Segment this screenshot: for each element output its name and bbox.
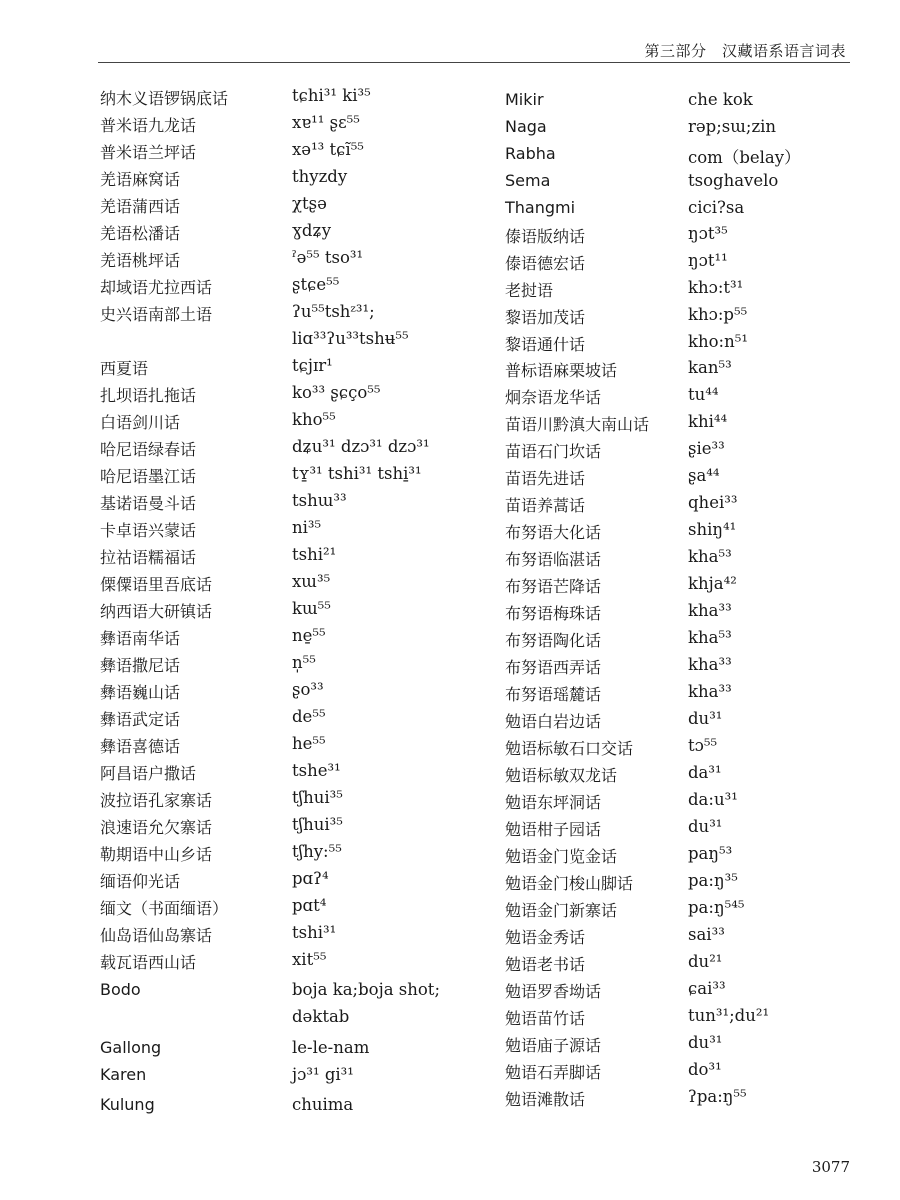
word-entry [505, 198, 900, 222]
language-name: 羌语蒲西话 [100, 197, 181, 216]
language-name: Mikir [505, 90, 544, 109]
word-form: ʂie³³ [688, 439, 725, 458]
word-form: ʂa⁴⁴ [688, 466, 720, 485]
language-name: Naga [505, 117, 547, 136]
language-name: 勉语苗竹话 [505, 1009, 586, 1028]
language-name: 布努语大化话 [505, 523, 602, 542]
language-name: 载瓦语西山话 [100, 953, 197, 972]
word-entry [505, 682, 900, 706]
language-name: 布努语芒降话 [505, 577, 602, 596]
word-form: kha³³ [688, 601, 732, 620]
word-form: tʃhui³⁵ [292, 815, 343, 834]
language-name: 彝语武定话 [100, 710, 181, 729]
word-entry [505, 358, 900, 382]
language-name: 勉语罗香坳话 [505, 982, 602, 1001]
language-name: 勉语庙子源话 [505, 1036, 602, 1055]
right-column [450, 0, 900, 1150]
word-form: tɔ⁵⁵ [688, 736, 718, 755]
word-form: kho:n⁵¹ [688, 332, 748, 351]
language-name: 缅语仰光话 [100, 872, 181, 891]
word-entry [505, 117, 900, 141]
word-entry [505, 763, 900, 787]
word-form: du³¹ [688, 1033, 723, 1052]
word-form: he⁵⁵ [292, 734, 326, 753]
word-entry [505, 790, 900, 814]
word-form: jɔ³¹ gi³¹ [292, 1065, 354, 1084]
word-form: ŋɔt³⁵ [688, 224, 728, 243]
word-entry [505, 412, 900, 436]
language-name: 勉语金门梭山脚话 [505, 874, 634, 893]
word-entry [505, 385, 900, 409]
word-form: shiŋ⁴¹ [688, 520, 737, 539]
language-name: 勉语标敏石口交话 [505, 739, 634, 758]
word-form: xɐ¹¹ ʂɛ⁵⁵ [292, 113, 360, 132]
language-name: 彝语喜德话 [100, 737, 181, 756]
language-name: 卡卓语兴蒙话 [100, 521, 197, 540]
language-name: 苗语石门坎话 [505, 442, 602, 461]
word-form: che kok [688, 90, 753, 109]
word-entry [505, 574, 900, 598]
word-form: pɑt⁴ [292, 896, 327, 915]
language-name: 阿昌语户撒话 [100, 764, 197, 783]
word-form: xə¹³ tɕĩ⁵⁵ [292, 140, 364, 159]
word-entry [505, 224, 900, 248]
language-name: 普标语麻栗坡话 [505, 361, 618, 380]
word-form: pa:ŋ³⁵ [688, 871, 738, 890]
word-entry [505, 1060, 900, 1084]
word-form: ne̱⁵⁵ [292, 626, 326, 645]
language-name: 勉语金秀话 [505, 928, 586, 947]
language-name: 黎语加茂话 [505, 308, 586, 327]
left-column [0, 0, 450, 1150]
word-form: tshi²¹ [292, 545, 337, 564]
word-form: kha³³ [688, 682, 732, 701]
language-name: 老挝语 [505, 281, 554, 300]
word-entry [505, 979, 900, 1003]
word-form: pa:ŋ⁵⁴⁵ [688, 898, 745, 917]
language-name: Rabha [505, 144, 556, 163]
word-form: tʃhui³⁵ [292, 788, 343, 807]
word-entry [505, 90, 900, 114]
word-form: ŋɔt¹¹ [688, 251, 728, 270]
language-name: 布努语瑶麓话 [505, 685, 602, 704]
word-entry [505, 278, 900, 302]
language-name: 却域语尤拉西话 [100, 278, 213, 297]
language-name: 苗语先进话 [505, 469, 586, 488]
word-entry [505, 736, 900, 760]
word-form: khja⁴² [688, 574, 737, 593]
word-form: tshi³¹ [292, 923, 337, 942]
language-name: Thangmi [505, 198, 576, 217]
word-entry [505, 898, 900, 922]
language-name: 史兴语南部土语 [100, 305, 213, 324]
word-form: kan⁵³ [688, 358, 732, 377]
word-form: ɕai³³ [688, 979, 726, 998]
language-name: Kulung [100, 1095, 155, 1114]
word-form: kha⁵³ [688, 547, 732, 566]
language-name: 勉语标敏双龙话 [505, 766, 618, 785]
word-form: sai³³ [688, 925, 725, 944]
word-form: liɑ³³ʔu³³tshʉ⁵⁵ [292, 329, 409, 348]
word-form: de⁵⁵ [292, 707, 326, 726]
language-name: Sema [505, 171, 551, 190]
word-entry [505, 871, 900, 895]
language-name: 苗语川黔滇大南山话 [505, 415, 650, 434]
language-name: 缅文（书面缅语） [100, 899, 229, 918]
language-name: 勒期语中山乡话 [100, 845, 213, 864]
language-name: 浪速语允欠寨话 [100, 818, 213, 837]
language-name: Bodo [100, 980, 141, 999]
word-form: paŋ⁵³ [688, 844, 733, 863]
language-name: 布努语陶化话 [505, 631, 602, 650]
word-form: boja ka;boja shot; [292, 980, 441, 999]
language-name: 羌语麻窝话 [100, 170, 181, 189]
word-form: tshɯ³³ [292, 491, 347, 510]
word-form: chuima [292, 1095, 354, 1114]
word-entry [505, 925, 900, 949]
word-form: ˀə⁵⁵ tso³¹ [292, 248, 364, 267]
word-entry [505, 171, 900, 195]
word-form: xit⁵⁵ [292, 950, 327, 969]
word-form: du²¹ [688, 952, 723, 971]
word-entry [505, 439, 900, 463]
word-entry [505, 466, 900, 490]
word-form: kho⁵⁵ [292, 410, 336, 429]
language-name: 彝语南华话 [100, 629, 181, 648]
language-name: 扎坝语扎拖话 [100, 386, 197, 405]
word-entry [505, 1006, 900, 1030]
language-name: Gallong [100, 1038, 162, 1057]
language-name: 哈尼语墨江话 [100, 467, 197, 486]
word-form: tshe³¹ [292, 761, 341, 780]
language-name: 基诺语曼斗话 [100, 494, 197, 513]
word-form: ʂo³³ [292, 680, 324, 699]
language-name: 彝语巍山话 [100, 683, 181, 702]
word-entry [505, 305, 900, 329]
word-form: tsoghavelo [688, 171, 779, 190]
language-name: 羌语松潘话 [100, 224, 181, 243]
word-form: xɯ³⁵ [292, 572, 331, 591]
header-text: 第三部分 汉藏语系语言词表 [644, 42, 846, 60]
word-form: dəktab [292, 1007, 350, 1026]
word-entry [505, 1033, 900, 1057]
word-form: tʃhy:⁵⁵ [292, 842, 342, 861]
language-name: 傣语版纳话 [505, 227, 586, 246]
language-name: 纳西语大研镇话 [100, 602, 213, 621]
word-entry [505, 601, 900, 625]
word-form: qhei³³ [688, 493, 738, 512]
language-name: 拉祜语糯福话 [100, 548, 197, 567]
word-entry [505, 817, 900, 841]
word-form: tɕhi³¹ ki³⁵ [292, 86, 371, 105]
word-entry [505, 520, 900, 544]
word-form: pɑʔ⁴ [292, 869, 329, 888]
language-name: 彝语撒尼话 [100, 656, 181, 675]
language-name: 傈僳语里吾底话 [100, 575, 213, 594]
word-form: tu⁴⁴ [688, 385, 719, 404]
word-entry [505, 493, 900, 517]
language-name: 纳木义语锣锅底话 [100, 89, 229, 108]
word-form: khɔ:t³¹ [688, 278, 744, 297]
word-form: ko³³ ʂɕço⁵⁵ [292, 383, 381, 402]
language-name: 哈尼语绿春话 [100, 440, 197, 459]
language-name: 白语剑川话 [100, 413, 181, 432]
word-form: n̩⁵⁵ [292, 653, 316, 672]
word-form: khi⁴⁴ [688, 412, 728, 431]
word-form: kha⁵³ [688, 628, 732, 647]
word-form: kha³³ [688, 655, 732, 674]
word-form: χtʂə [292, 194, 327, 213]
language-name: 羌语桃坪话 [100, 251, 181, 270]
word-form: le-le-nam [292, 1038, 370, 1057]
word-entry [505, 332, 900, 356]
language-name: 普米语九龙话 [100, 116, 197, 135]
language-name: 布努语临湛话 [505, 550, 602, 569]
language-name: 勉语柑子园话 [505, 820, 602, 839]
word-form: rəp;sɯ;zin [688, 117, 777, 136]
word-form: thyzdy [292, 167, 348, 186]
language-name: 傣语德宏话 [505, 254, 586, 273]
word-entry [505, 655, 900, 679]
word-form: kɯ⁵⁵ [292, 599, 331, 618]
word-form: da:u³¹ [688, 790, 738, 809]
word-entry [505, 628, 900, 652]
language-name: 勉语金门新寨话 [505, 901, 618, 920]
language-name: 勉语白岩边话 [505, 712, 602, 731]
word-form: ɣdʑy [292, 221, 332, 240]
language-name: 布努语西弄话 [505, 658, 602, 677]
page-number: 3077 [811, 1158, 850, 1176]
word-entry [505, 144, 900, 168]
word-form: ʂtɕe⁵⁵ [292, 275, 340, 294]
word-form: cici?sa [688, 198, 745, 217]
language-name: 勉语石弄脚话 [505, 1063, 602, 1082]
language-name: 勉语东坪洞话 [505, 793, 602, 812]
language-name: 仙岛语仙岛寨话 [100, 926, 213, 945]
word-form: khɔ:p⁵⁵ [688, 305, 748, 324]
word-form: tɕjɪr¹ [292, 356, 333, 375]
language-name: 勉语滩散话 [505, 1090, 586, 1109]
word-form: dʑu³¹ dzɔ³¹ dzɔ³¹ [292, 437, 430, 456]
word-form: du³¹ [688, 817, 723, 836]
language-name: 波拉语孔家寨话 [100, 791, 213, 810]
word-form: du³¹ [688, 709, 723, 728]
word-entry [505, 547, 900, 571]
language-name: 炯奈语龙华话 [505, 388, 602, 407]
language-name: 普米语兰坪话 [100, 143, 197, 162]
language-name: 布努语梅珠话 [505, 604, 602, 623]
language-name: Karen [100, 1065, 147, 1084]
language-name: 西夏语 [100, 359, 149, 378]
word-form: ʔpa:ŋ⁵⁵ [688, 1087, 747, 1106]
word-form: ʔu⁵⁵tshᶻ³¹; [292, 302, 375, 321]
word-form: ni³⁵ [292, 518, 322, 537]
word-entry [505, 251, 900, 275]
word-form: tun³¹;du²¹ [688, 1006, 770, 1025]
language-name: 苗语养蒿话 [505, 496, 586, 515]
language-name: 勉语金门览金话 [505, 847, 618, 866]
word-entry [505, 1087, 900, 1111]
word-entry [505, 844, 900, 868]
word-form: da³¹ [688, 763, 722, 782]
word-entry [505, 952, 900, 976]
word-form: tʏ̱³¹ tshi³¹ tshi̱³¹ [292, 464, 422, 483]
word-entry [505, 709, 900, 733]
language-name: 黎语通什话 [505, 335, 586, 354]
word-form: do³¹ [688, 1060, 722, 1079]
language-name: 勉语老书话 [505, 955, 586, 974]
word-form: com（belay） [688, 148, 801, 167]
